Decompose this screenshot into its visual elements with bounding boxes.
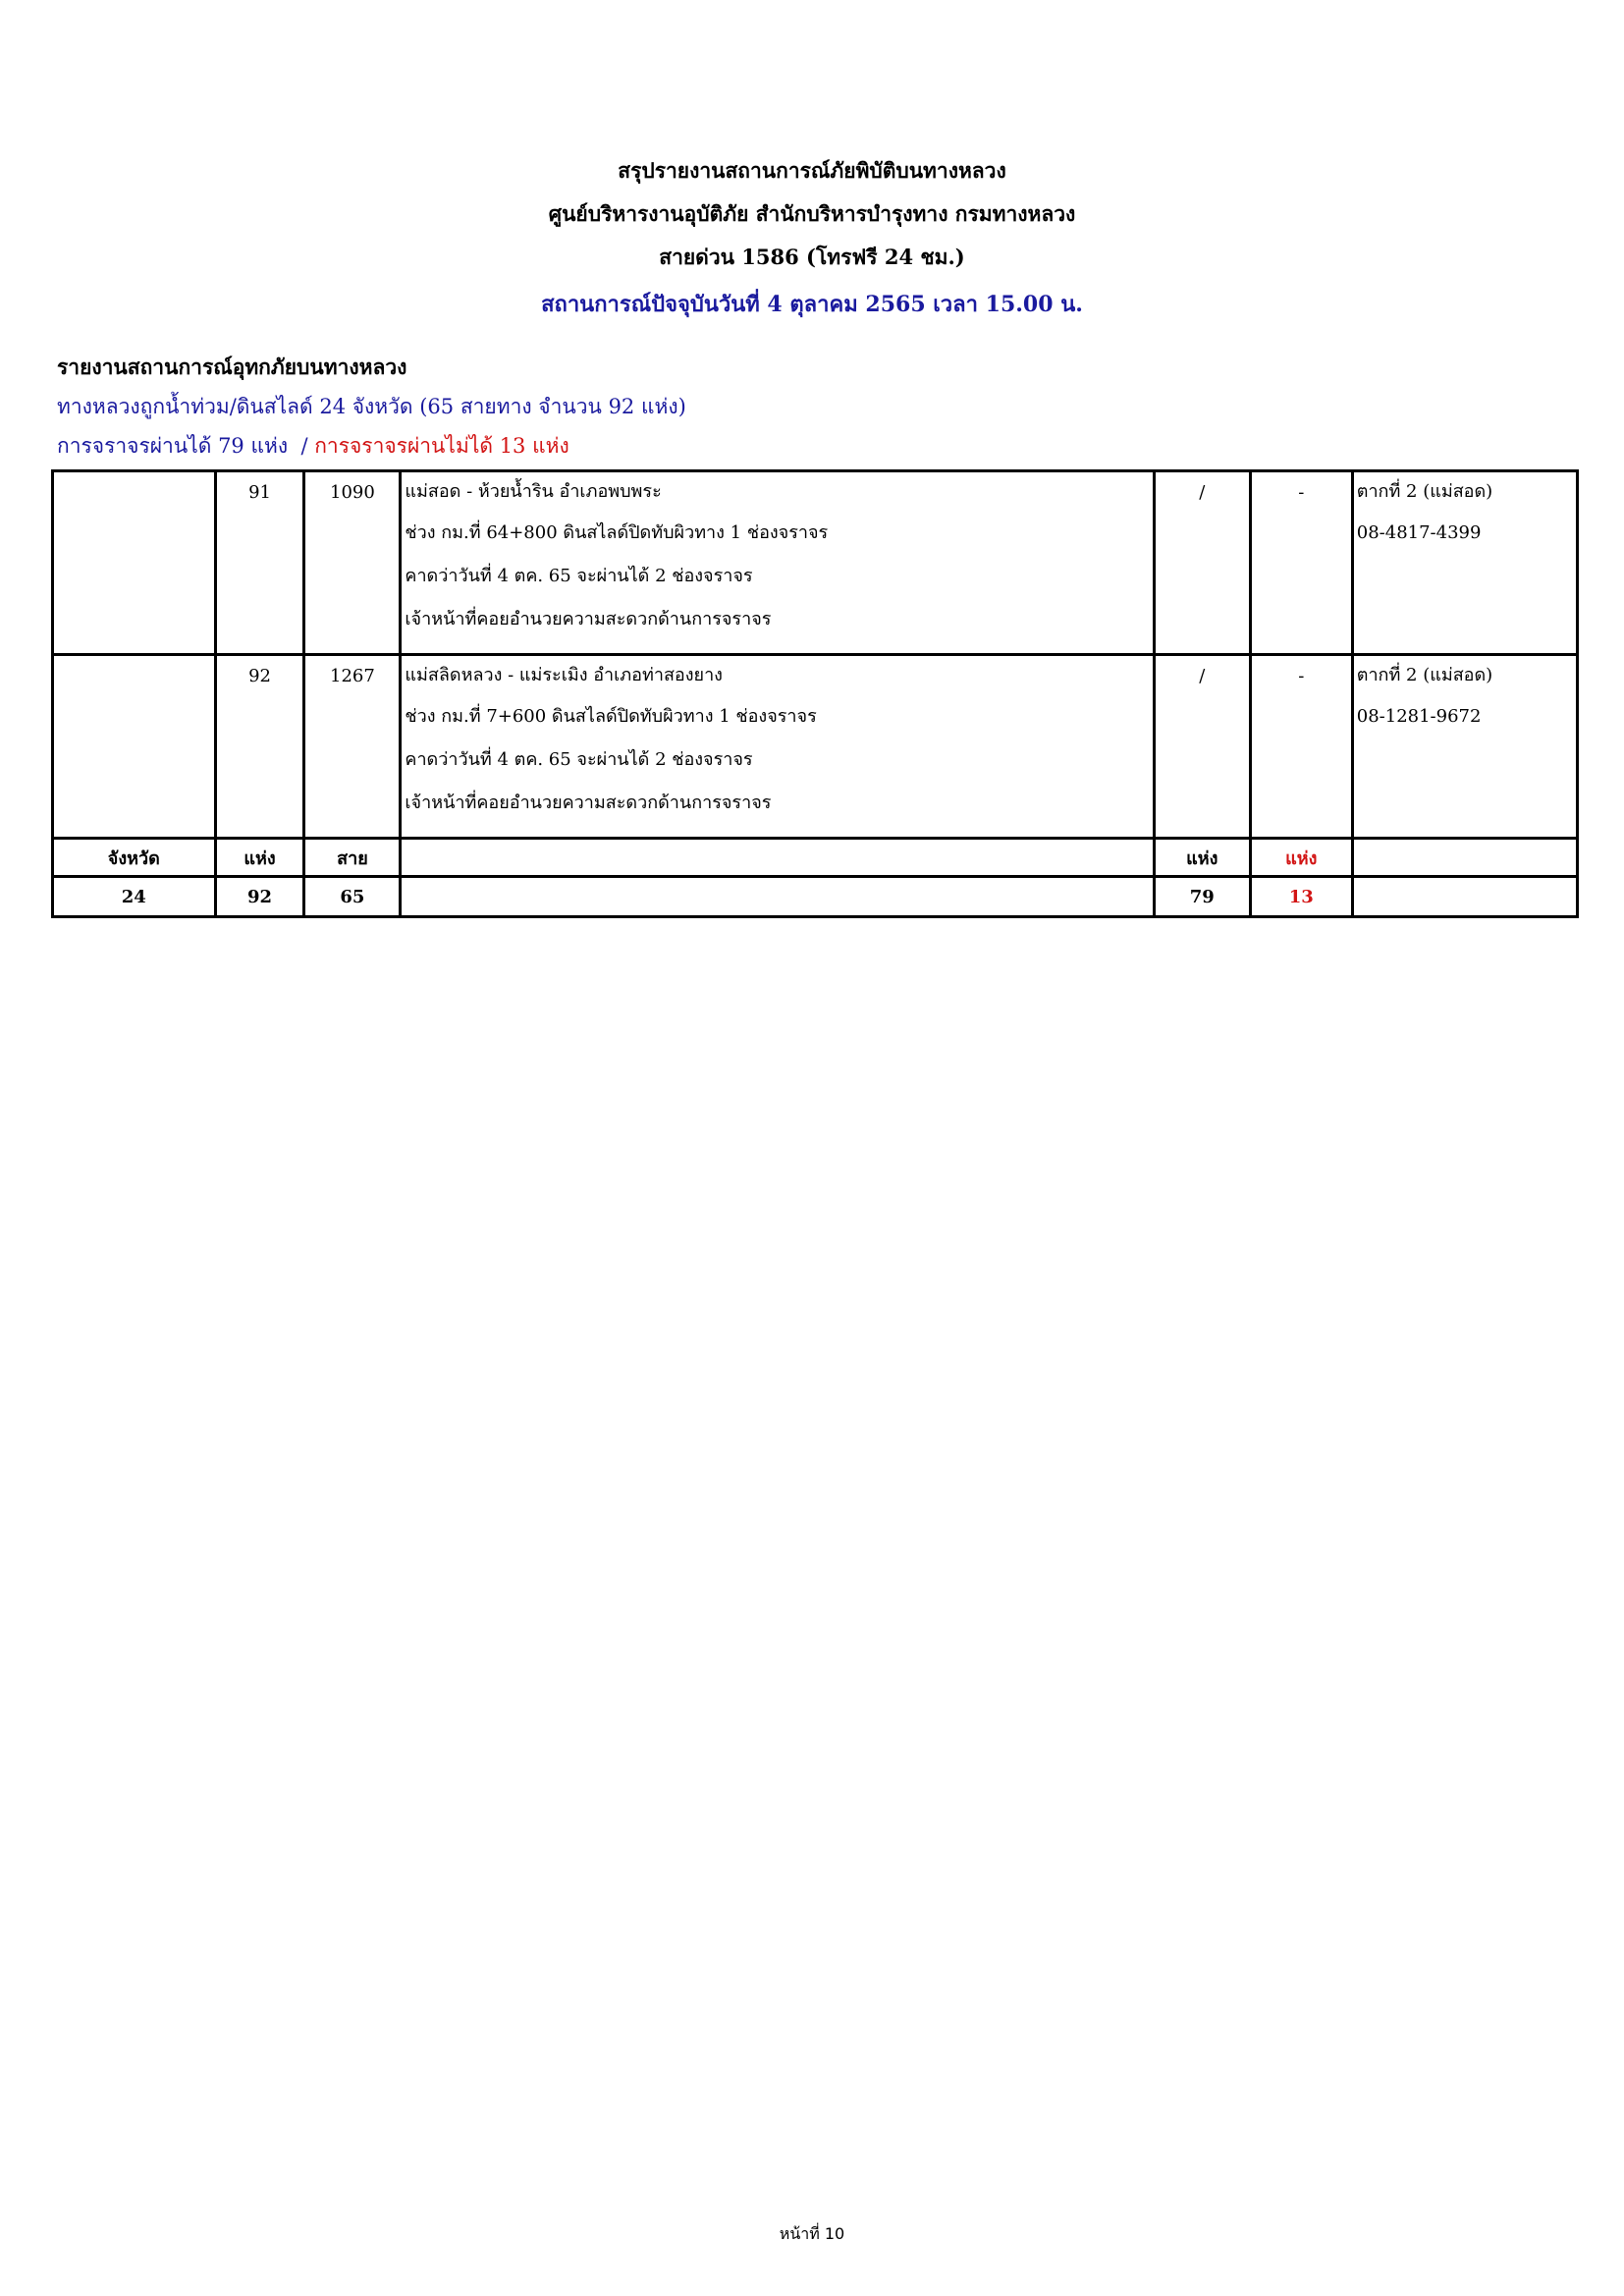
route-cell: 1267 bbox=[304, 655, 401, 839]
province-cell bbox=[53, 655, 216, 839]
description-line: เจ้าหน้าที่คอยอำนวยความสะดวกด้านการจราจร bbox=[405, 793, 772, 813]
description-line: คาดว่าวันที่ 4 ตค. 65 จะผ่านได้ 2 ช่องจราจร bbox=[405, 566, 753, 586]
description-line: แม่สอด - ห้วยน้ำริน อำเภอพบพระ bbox=[405, 481, 662, 502]
page-number: หน้าที่ 10 bbox=[779, 2224, 845, 2243]
report-agency: ศูนย์บริหารงานอุบัติภัย สำนักบริหารบำรุงทาง กรมทางหลวง bbox=[548, 201, 1076, 226]
pass-cell: / bbox=[1154, 655, 1250, 839]
province-cell bbox=[53, 471, 216, 655]
route-cell: 1090 bbox=[304, 471, 401, 655]
report-date: สถานการณ์ปัจจุบันวันที่ 4 ตุลาคม 2565 เวลา 15.00 น. bbox=[541, 292, 1083, 317]
totals-header-nopass: แห่ง bbox=[1250, 839, 1352, 877]
totals-header-blank bbox=[401, 839, 1154, 877]
nopass-cell: - bbox=[1250, 655, 1352, 839]
total-routes: 65 bbox=[304, 877, 401, 917]
report-hotline: สายด่วน 1586 (โทรฟรี 24 ชม.) bbox=[659, 245, 965, 269]
description-cell bbox=[401, 655, 1154, 839]
totals-header-province: จังหวัด bbox=[53, 839, 216, 877]
pass-cell: / bbox=[1154, 471, 1250, 655]
total-provinces: 24 bbox=[53, 877, 216, 917]
nopass-cell: - bbox=[1250, 471, 1352, 655]
description-line: แม่สลิดหลวง - แม่ระเมิง อำเภอท่าสองยาง bbox=[405, 665, 723, 685]
totals-header-routes: สาย bbox=[304, 839, 401, 877]
table-row bbox=[53, 655, 1578, 839]
contact-phone: 08-1281-9672 bbox=[1356, 706, 1482, 727]
description-line: ช่วง กม.ที่ 7+600 ดินสไลด์ปิดทับผิวทาง 1 ช่องจราจร bbox=[405, 706, 817, 727]
total-places: 92 bbox=[215, 877, 304, 917]
contact-cell bbox=[1352, 471, 1577, 655]
totals-row bbox=[53, 877, 1578, 917]
contact-phone: 08-4817-4399 bbox=[1356, 522, 1482, 543]
description-line: คาดว่าวันที่ 4 ตค. 65 จะผ่านได้ 2 ช่องจราจร bbox=[405, 749, 753, 770]
incident-table bbox=[51, 469, 1579, 918]
contact-office: ตากที่ 2 (แม่สอด) bbox=[1356, 481, 1493, 502]
total-passable: 79 bbox=[1154, 877, 1250, 917]
totals-header-places: แห่ง bbox=[215, 839, 304, 877]
contact-cell bbox=[1352, 655, 1577, 839]
status-separator: / bbox=[288, 434, 315, 458]
report-title: สรุปรายงานสถานการณ์ภัยพิบัติบนทางหลวง bbox=[618, 158, 1006, 183]
section-traffic-status bbox=[57, 430, 569, 463]
description-line: เจ้าหน้าที่คอยอำนวยความสะดวกด้านการจราจร bbox=[405, 609, 772, 629]
seq-cell: 91 bbox=[215, 471, 304, 655]
description-cell bbox=[401, 471, 1154, 655]
table-row bbox=[53, 471, 1578, 655]
seq-cell: 92 bbox=[215, 655, 304, 839]
totals-header-row bbox=[53, 839, 1578, 877]
passable-count: การจราจรผ่านได้ 79 แห่ง bbox=[57, 434, 289, 458]
totals-contact-blank bbox=[1352, 877, 1577, 917]
totals-header-pass: แห่ง bbox=[1154, 839, 1250, 877]
impassable-count: การจราจรผ่านไม่ได้ 13 แห่ง bbox=[314, 434, 569, 458]
description-line: ช่วง กม.ที่ 64+800 ดินสไลด์ปิดทับผิวทาง 1 ช่องจราจร bbox=[405, 522, 829, 543]
section-title: รายงานสถานการณ์อุทกภัยบนทางหลวง bbox=[57, 355, 407, 379]
totals-header-contact-blank bbox=[1352, 839, 1577, 877]
total-impassable: 13 bbox=[1250, 877, 1352, 917]
contact-office: ตากที่ 2 (แม่สอด) bbox=[1356, 665, 1493, 685]
totals-blank bbox=[401, 877, 1154, 917]
section-summary: ทางหลวงถูกน้ำท่วม/ดินสไลด์ 24 จังหวัด (65 สายทาง จำนวน 92 แห่ง) bbox=[57, 395, 686, 418]
